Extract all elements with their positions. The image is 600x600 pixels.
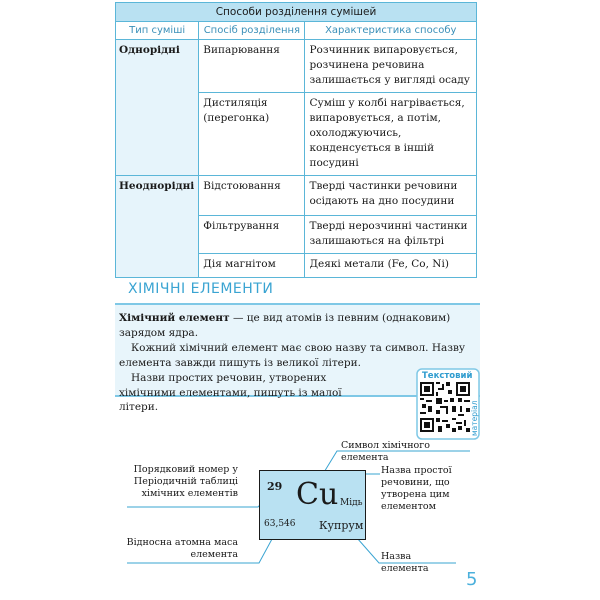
definition-paragraph-3: Назви простих речовин, утворених хімічними елементами, пишуть із малої літери. xyxy=(119,372,342,413)
separation-methods-table xyxy=(115,2,477,278)
element-name: Купрум xyxy=(319,519,364,532)
description-cell: Суміш у колбі нагрівається, випаровується, а потім, охолоджуючись, конденсується в іншій посудині xyxy=(305,93,477,176)
qr-label: Текстовий xyxy=(422,371,473,381)
table-row xyxy=(116,40,477,93)
method-cell: Фільтрування xyxy=(199,216,305,254)
callout-atomic-mass: Відносна атомна маса елемента xyxy=(126,537,238,560)
qr-side-label xyxy=(470,384,480,438)
definition-term: Хімічний елемент xyxy=(119,312,230,324)
definition-paragraph xyxy=(119,311,476,340)
element-symbol: Cu xyxy=(296,477,339,512)
simple-substance-name: Мідь xyxy=(340,498,363,508)
element-card-copper xyxy=(259,470,366,540)
column-header-method: Спосіб розділення xyxy=(199,22,305,40)
callout-simple-substance: Назва простої речовини, що утворена цим елементом xyxy=(381,465,452,512)
qr-code-icon[interactable] xyxy=(420,382,470,432)
column-header-type: Тип суміші xyxy=(116,22,199,40)
description-cell: Тверді частинки речовини осідають на дно посудини xyxy=(305,176,477,216)
atomic-number: 29 xyxy=(267,480,283,493)
section-title: ХІМІЧНІ ЕЛЕМЕНТИ xyxy=(128,281,274,297)
definition-text: — це вид атомів із певним (однаковим) зарядом ядра. xyxy=(119,312,451,339)
table-row xyxy=(116,176,477,216)
definition-paragraph-2: Кожний хімічний елемент має свою назву та символ. Назву елемента завжди пишуть із великої літери. xyxy=(119,342,466,369)
callout-atomic-number: Порядковий номер у Періодичній таблиці хімічних елементів xyxy=(133,464,238,499)
qr-side-text: матеріал xyxy=(470,400,479,436)
callout-symbol: Символ хімічного елемента xyxy=(341,440,430,463)
method-cell: Дія магнітом xyxy=(199,254,305,278)
page-number: 5 xyxy=(466,569,478,590)
table-caption: Способи розділення сумішей xyxy=(116,3,477,22)
description-cell: Деякі метали (Fe, Co, Ni) xyxy=(305,254,477,278)
atomic-mass: 63,546 xyxy=(264,519,296,529)
mixture-type-cell: Неоднорідні xyxy=(116,176,199,278)
mixture-type-cell: Однорідні xyxy=(116,40,199,176)
description-cell: Тверді нерозчинні частинки залишаються на фільтрі xyxy=(305,216,477,254)
callout-element-name: Назва елемента xyxy=(381,551,429,574)
method-cell: Відстоювання xyxy=(199,176,305,216)
method-cell: Випарювання xyxy=(199,40,305,93)
method-cell: Дистиляція (перегонка) xyxy=(199,93,305,176)
column-header-characteristic: Характеристика способу xyxy=(305,22,477,40)
description-cell: Розчинник випаровується, розчинена речовина залишається у вигляді осаду xyxy=(305,40,477,93)
